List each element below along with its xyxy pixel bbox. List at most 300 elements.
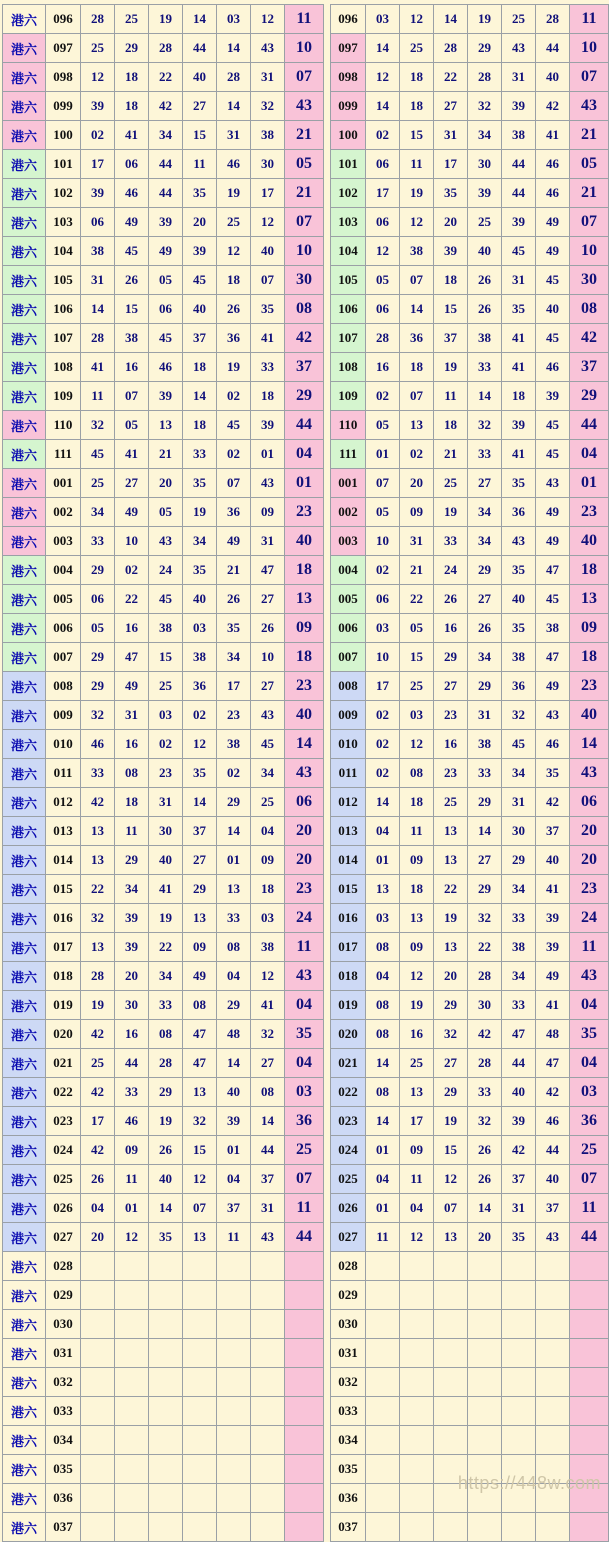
draw-number: 16	[115, 1020, 149, 1049]
draw-number: 13	[81, 933, 115, 962]
special-number: 21	[285, 179, 324, 208]
row-index: 009	[46, 701, 81, 730]
row-index: 100	[46, 121, 81, 150]
row-index: 106	[46, 295, 81, 324]
draw-number: 43	[251, 1223, 285, 1252]
draw-number: 21	[149, 440, 183, 469]
special-number: 24	[285, 904, 324, 933]
draw-number: 18	[183, 411, 217, 440]
row-index: 016	[46, 904, 81, 933]
special-number: 20	[570, 817, 609, 846]
draw-number-sorted: 02	[366, 701, 400, 730]
draw-number-sorted: 07	[434, 1194, 468, 1223]
draw-number: 15	[183, 1136, 217, 1165]
draw-number-sorted: 04	[366, 962, 400, 991]
draw-number: 18	[115, 788, 149, 817]
row-index: 100	[331, 121, 366, 150]
row-index: 009	[331, 701, 366, 730]
table-row	[331, 411, 609, 440]
draw-number-sorted: 29	[468, 875, 502, 904]
draw-number-sorted	[502, 1310, 536, 1339]
row-index: 019	[46, 991, 81, 1020]
draw-number-sorted: 18	[434, 266, 468, 295]
draw-number-sorted	[400, 1455, 434, 1484]
row-index: 034	[46, 1426, 81, 1455]
draw-number-sorted: 19	[400, 991, 434, 1020]
table-row	[3, 237, 324, 266]
draw-number-sorted: 15	[400, 643, 434, 672]
table-row	[3, 266, 324, 295]
draw-number: 21	[217, 556, 251, 585]
draw-number-sorted	[502, 1281, 536, 1310]
draw-number-sorted: 18	[400, 92, 434, 121]
draw-number: 25	[81, 469, 115, 498]
draw-number-sorted: 14	[366, 788, 400, 817]
draw-number-sorted: 22	[434, 875, 468, 904]
row-index: 023	[46, 1107, 81, 1136]
draw-number: 41	[251, 991, 285, 1020]
row-tag: 港六	[3, 846, 46, 875]
draw-number: 19	[149, 1107, 183, 1136]
draw-number-sorted: 26	[468, 1165, 502, 1194]
draw-number: 42	[81, 1078, 115, 1107]
draw-number: 47	[115, 643, 149, 672]
draw-number	[81, 1368, 115, 1397]
draw-number-sorted: 42	[536, 92, 570, 121]
draw-number: 02	[149, 730, 183, 759]
draw-number	[251, 1339, 285, 1368]
draw-number-sorted: 29	[468, 556, 502, 585]
draw-number	[149, 1368, 183, 1397]
draw-number: 38	[149, 614, 183, 643]
draw-number: 41	[115, 121, 149, 150]
draw-number: 22	[115, 585, 149, 614]
special-number: 18	[285, 556, 324, 585]
draw-number: 02	[217, 440, 251, 469]
draw-number: 08	[149, 1020, 183, 1049]
draw-number-sorted: 05	[366, 411, 400, 440]
row-tag: 港六	[3, 1049, 46, 1078]
draw-number-sorted	[536, 1513, 570, 1542]
draw-number: 41	[251, 324, 285, 353]
draw-number-sorted: 20	[434, 962, 468, 991]
draw-number-sorted: 01	[366, 440, 400, 469]
row-index: 032	[46, 1368, 81, 1397]
row-index: 001	[331, 469, 366, 498]
row-tag: 港六	[3, 1252, 46, 1281]
table-row	[3, 92, 324, 121]
draw-number: 16	[115, 353, 149, 382]
draw-number: 29	[217, 788, 251, 817]
draw-number: 44	[115, 1049, 149, 1078]
draw-number-sorted: 01	[366, 846, 400, 875]
draw-number-sorted	[434, 1426, 468, 1455]
row-tag: 港六	[3, 353, 46, 382]
draw-number-sorted: 45	[536, 324, 570, 353]
table-row	[3, 527, 324, 556]
draw-number	[217, 1426, 251, 1455]
row-index: 101	[331, 150, 366, 179]
row-tag: 港六	[3, 1455, 46, 1484]
table-row	[331, 1426, 609, 1455]
draw-number-sorted: 27	[434, 92, 468, 121]
draw-number	[183, 1397, 217, 1426]
draw-number-sorted	[536, 1426, 570, 1455]
draw-number: 28	[217, 63, 251, 92]
draw-number-sorted: 29	[434, 643, 468, 672]
draw-number-sorted: 33	[468, 759, 502, 788]
draw-number-sorted	[536, 1281, 570, 1310]
draw-number-sorted	[468, 1368, 502, 1397]
draw-number: 30	[149, 817, 183, 846]
draw-number-sorted	[434, 1310, 468, 1339]
special-number: 23	[285, 875, 324, 904]
row-tag: 港六	[3, 295, 46, 324]
draw-number: 38	[217, 730, 251, 759]
draw-number: 22	[149, 933, 183, 962]
draw-number-sorted: 34	[502, 962, 536, 991]
table-row	[331, 63, 609, 92]
draw-number	[81, 1252, 115, 1281]
draw-number-sorted: 10	[366, 643, 400, 672]
draw-number-sorted: 37	[536, 817, 570, 846]
draw-number: 40	[183, 585, 217, 614]
draw-number: 41	[81, 353, 115, 382]
row-index: 111	[331, 440, 366, 469]
draw-number-sorted: 41	[502, 353, 536, 382]
draw-number-sorted	[400, 1426, 434, 1455]
table-row	[3, 1136, 324, 1165]
draw-number: 29	[81, 643, 115, 672]
row-tag: 港六	[3, 1194, 46, 1223]
draw-number-sorted: 26	[468, 266, 502, 295]
draw-number: 28	[149, 1049, 183, 1078]
table-row	[331, 875, 609, 904]
draw-number-sorted	[434, 1281, 468, 1310]
special-number: 40	[570, 527, 609, 556]
draw-number	[251, 1368, 285, 1397]
draw-number: 42	[81, 1020, 115, 1049]
draw-number: 31	[217, 121, 251, 150]
draw-number: 35	[183, 759, 217, 788]
draw-number	[115, 1484, 149, 1513]
draw-number-sorted: 19	[434, 904, 468, 933]
draw-number: 36	[217, 498, 251, 527]
row-tag: 港六	[3, 788, 46, 817]
draw-number: 31	[251, 1194, 285, 1223]
draw-number-sorted: 08	[400, 759, 434, 788]
draw-number-sorted: 02	[366, 759, 400, 788]
draw-number-sorted: 06	[366, 208, 400, 237]
draw-number-sorted	[502, 1426, 536, 1455]
draw-number-sorted: 17	[366, 179, 400, 208]
draw-number-sorted: 18	[400, 788, 434, 817]
draw-number-sorted: 25	[400, 1049, 434, 1078]
draw-number: 19	[183, 498, 217, 527]
special-number: 07	[570, 1165, 609, 1194]
row-tag: 港六	[3, 759, 46, 788]
draw-number-sorted: 31	[502, 788, 536, 817]
draw-number-sorted: 37	[536, 1194, 570, 1223]
special-number: 10	[570, 34, 609, 63]
draw-number: 33	[251, 353, 285, 382]
draw-number: 23	[217, 701, 251, 730]
special-number: 13	[285, 585, 324, 614]
draw-number: 13	[81, 846, 115, 875]
draw-number: 44	[183, 34, 217, 63]
draw-number-sorted: 33	[468, 1078, 502, 1107]
draw-number-sorted: 23	[434, 759, 468, 788]
draw-number-sorted: 34	[468, 121, 502, 150]
special-number: 18	[570, 643, 609, 672]
draw-number: 45	[217, 411, 251, 440]
draw-number: 31	[149, 788, 183, 817]
draw-number-sorted: 13	[400, 411, 434, 440]
draw-number-sorted: 38	[400, 237, 434, 266]
draw-number-sorted: 34	[468, 527, 502, 556]
special-number	[285, 1339, 324, 1368]
row-index: 096	[46, 5, 81, 34]
table-row	[331, 237, 609, 266]
draw-number: 45	[115, 237, 149, 266]
table-row	[3, 1397, 324, 1426]
row-index: 003	[331, 527, 366, 556]
special-number: 20	[570, 846, 609, 875]
draw-number: 39	[149, 382, 183, 411]
draw-number-sorted: 39	[434, 237, 468, 266]
draw-number: 49	[183, 962, 217, 991]
draw-number: 04	[217, 962, 251, 991]
row-index: 102	[46, 179, 81, 208]
row-index: 008	[331, 672, 366, 701]
row-index: 026	[46, 1194, 81, 1223]
row-index: 035	[331, 1455, 366, 1484]
draw-number: 08	[115, 759, 149, 788]
table-row	[3, 701, 324, 730]
draw-number: 39	[115, 904, 149, 933]
draw-number	[115, 1455, 149, 1484]
draw-number-sorted: 19	[434, 1107, 468, 1136]
special-number: 05	[285, 150, 324, 179]
row-tag: 港六	[3, 1426, 46, 1455]
row-tag: 港六	[3, 1078, 46, 1107]
draw-number: 40	[251, 237, 285, 266]
special-number: 07	[570, 208, 609, 237]
row-index: 028	[46, 1252, 81, 1281]
draw-number-sorted: 19	[434, 498, 468, 527]
draw-number-sorted: 12	[400, 208, 434, 237]
row-index: 111	[46, 440, 81, 469]
draw-number-sorted: 49	[536, 237, 570, 266]
draw-number-sorted: 43	[536, 469, 570, 498]
draw-number-sorted: 34	[502, 875, 536, 904]
right-table-body	[331, 5, 609, 1542]
special-number: 43	[570, 962, 609, 991]
draw-number: 18	[251, 382, 285, 411]
draw-number: 11	[81, 382, 115, 411]
draw-number: 37	[251, 1165, 285, 1194]
draw-number-sorted: 31	[400, 527, 434, 556]
draw-number-sorted: 03	[366, 904, 400, 933]
draw-number: 25	[81, 1049, 115, 1078]
draw-number: 40	[217, 1078, 251, 1107]
draw-number-sorted: 32	[468, 92, 502, 121]
draw-number: 26	[217, 585, 251, 614]
draw-number	[115, 1426, 149, 1455]
draw-number-sorted: 16	[434, 730, 468, 759]
draw-number	[81, 1281, 115, 1310]
draw-number-sorted: 24	[434, 556, 468, 585]
special-number	[285, 1397, 324, 1426]
draw-number-sorted: 12	[434, 1165, 468, 1194]
draw-number-sorted	[502, 1368, 536, 1397]
draw-number: 43	[251, 34, 285, 63]
draw-number: 47	[183, 1020, 217, 1049]
draw-number	[183, 1426, 217, 1455]
draw-number: 26	[81, 1165, 115, 1194]
table-row	[3, 150, 324, 179]
draw-number: 16	[115, 730, 149, 759]
special-number	[285, 1252, 324, 1281]
table-row	[3, 1020, 324, 1049]
row-tag: 港六	[3, 63, 46, 92]
draw-number-sorted	[366, 1310, 400, 1339]
draw-number: 35	[217, 614, 251, 643]
draw-number: 09	[251, 846, 285, 875]
special-number: 20	[285, 817, 324, 846]
special-number	[285, 1513, 324, 1542]
row-index: 010	[331, 730, 366, 759]
row-index: 102	[331, 179, 366, 208]
table-row	[331, 701, 609, 730]
draw-number: 14	[81, 295, 115, 324]
draw-number: 45	[183, 266, 217, 295]
draw-number: 02	[81, 121, 115, 150]
draw-number: 04	[81, 1194, 115, 1223]
draw-number: 32	[81, 904, 115, 933]
draw-number: 14	[217, 817, 251, 846]
draw-number-sorted: 38	[502, 121, 536, 150]
draw-number: 13	[183, 904, 217, 933]
draw-number	[251, 1455, 285, 1484]
table-row	[3, 730, 324, 759]
row-index: 031	[46, 1339, 81, 1368]
draw-number	[183, 1484, 217, 1513]
draw-number-sorted: 06	[366, 295, 400, 324]
draw-number-sorted: 27	[468, 585, 502, 614]
row-tag: 港六	[3, 672, 46, 701]
table-row	[331, 121, 609, 150]
special-number: 04	[570, 1049, 609, 1078]
draw-number	[217, 1397, 251, 1426]
draw-number: 04	[217, 1165, 251, 1194]
draw-number: 37	[217, 1194, 251, 1223]
draw-number-sorted: 17	[400, 1107, 434, 1136]
draw-number-sorted: 27	[434, 672, 468, 701]
table-row	[3, 1194, 324, 1223]
special-number: 30	[285, 266, 324, 295]
draw-number-sorted: 13	[434, 933, 468, 962]
special-number: 43	[285, 759, 324, 788]
draw-number: 19	[149, 904, 183, 933]
special-number: 13	[570, 585, 609, 614]
draw-number-sorted: 17	[366, 672, 400, 701]
table-row	[331, 527, 609, 556]
draw-number-sorted: 18	[400, 353, 434, 382]
draw-number: 17	[81, 150, 115, 179]
draw-number-sorted	[468, 1513, 502, 1542]
draw-number-sorted: 19	[400, 179, 434, 208]
draw-number	[115, 1310, 149, 1339]
draw-number: 29	[115, 846, 149, 875]
draw-number: 30	[251, 150, 285, 179]
draw-number-sorted: 43	[502, 527, 536, 556]
draw-number: 05	[149, 498, 183, 527]
draw-number: 29	[149, 1078, 183, 1107]
draw-number-sorted: 06	[366, 585, 400, 614]
draw-number: 03	[183, 614, 217, 643]
table-row	[3, 614, 324, 643]
special-number: 44	[285, 1223, 324, 1252]
row-index: 110	[331, 411, 366, 440]
row-tag: 港六	[3, 150, 46, 179]
row-index: 017	[331, 933, 366, 962]
draw-number-sorted: 15	[434, 295, 468, 324]
draw-number: 39	[149, 208, 183, 237]
draw-number: 35	[183, 556, 217, 585]
draw-number: 01	[251, 440, 285, 469]
table-row	[3, 1484, 324, 1513]
draw-number-sorted: 49	[536, 208, 570, 237]
special-number	[570, 1310, 609, 1339]
draw-number: 11	[115, 1165, 149, 1194]
draw-number: 19	[81, 991, 115, 1020]
draw-number-sorted: 25	[400, 672, 434, 701]
draw-number-sorted	[400, 1252, 434, 1281]
draw-number: 14	[217, 92, 251, 121]
draw-number-sorted: 11	[366, 1223, 400, 1252]
special-number	[570, 1339, 609, 1368]
row-tag: 港六	[3, 1165, 46, 1194]
table-row	[3, 875, 324, 904]
special-number: 23	[570, 498, 609, 527]
draw-number-sorted: 13	[400, 904, 434, 933]
table-row	[331, 788, 609, 817]
special-number: 42	[570, 324, 609, 353]
row-index: 012	[46, 788, 81, 817]
draw-number: 35	[149, 1223, 183, 1252]
draw-number-sorted	[400, 1484, 434, 1513]
draw-number: 32	[251, 1020, 285, 1049]
row-index: 098	[46, 63, 81, 92]
draw-number-sorted: 28	[468, 1049, 502, 1078]
special-number: 06	[285, 788, 324, 817]
table-row	[3, 1513, 324, 1542]
draw-number-sorted	[536, 1339, 570, 1368]
draw-number: 27	[183, 92, 217, 121]
draw-number: 32	[81, 701, 115, 730]
draw-number: 45	[251, 730, 285, 759]
special-number: 36	[570, 1107, 609, 1136]
draw-number	[149, 1455, 183, 1484]
draw-number-sorted	[434, 1513, 468, 1542]
draw-number-sorted: 27	[468, 846, 502, 875]
row-tag: 港六	[3, 1310, 46, 1339]
draw-number-sorted: 11	[400, 150, 434, 179]
special-number: 35	[570, 1020, 609, 1049]
special-number: 04	[285, 440, 324, 469]
draw-number: 26	[251, 614, 285, 643]
